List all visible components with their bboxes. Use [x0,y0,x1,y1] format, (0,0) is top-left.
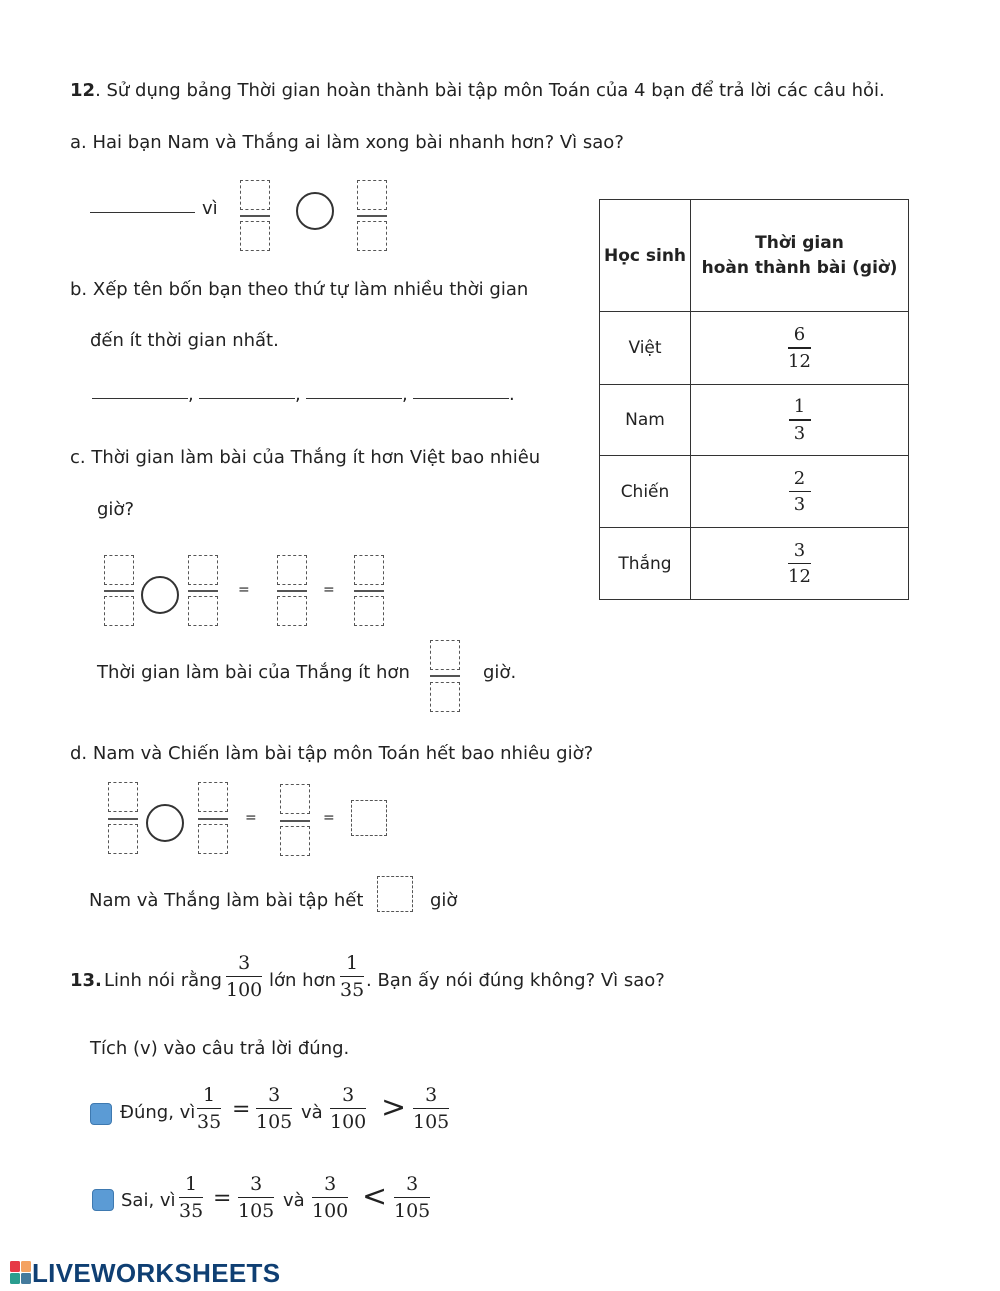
table-cell-time [691,456,909,528]
q12d-answer-box[interactable] [377,876,413,912]
fraction-denominator: 105 [413,1111,450,1134]
q12d-equals-2: = [323,810,335,826]
fraction-numerator: 3 [793,539,806,561]
q12b-comma-2: , [295,384,301,405]
fraction-denominator: 35 [179,1200,204,1223]
q12d-result-box[interactable] [351,800,387,836]
option-true-checkbox[interactable] [90,1103,112,1125]
option-true-frac4 [413,1084,449,1133]
option-true-equals: = [232,1097,251,1122]
fraction-bar [179,1197,203,1198]
option-false-frac3 [312,1173,348,1222]
fraction-bar [789,491,811,492]
option-false-frac4 [394,1173,430,1222]
q12d-answer-suffix: giờ [430,890,458,911]
q12d-frac2-num-box[interactable] [198,782,228,812]
table-header-row [600,200,909,312]
liveworksheets-logo [10,1258,280,1288]
q12b-question-line1: b. Xếp tên bốn bạn theo thứ tự làm nhiều thời gian [70,279,529,300]
completion-time-table [599,199,909,600]
q12b-blank-2[interactable] [199,398,295,399]
fraction-denominator: 100 [226,979,263,1002]
q12c-answer-suffix: giờ. [483,662,517,683]
fraction [789,468,811,515]
q13-text2: lớn hơn [269,970,336,991]
q12c-frac2-num-box[interactable] [188,555,218,585]
q12d-frac3-bar [280,820,310,822]
fraction-numerator: 3 [342,1084,355,1106]
q12c-operation-circle[interactable] [141,576,179,614]
fraction-numerator: 6 [793,324,806,346]
table-cell-time [691,385,909,456]
fraction-bar [312,1197,348,1198]
fraction-numerator: 3 [425,1084,438,1106]
option-false-frac1 [179,1173,203,1222]
q12a-frac2-den-box[interactable] [357,221,387,251]
option-true-frac3 [330,1084,366,1133]
q12c-equals-1: = [238,582,250,598]
q12c-frac1-num-box[interactable] [104,555,134,585]
q12c-answer-num-box[interactable] [430,640,460,670]
table-row [600,312,909,385]
q12d-frac1-num-box[interactable] [108,782,138,812]
fraction-denominator: 105 [394,1200,431,1223]
q13-frac1 [226,952,262,1001]
q12a-answer-blank[interactable] [90,212,195,213]
q12c-question-line1: c. Thời gian làm bài của Thắng ít hơn Việt bao nhiêu [70,447,541,468]
q12a-frac2-num-box[interactable] [357,180,387,210]
fraction-bar [789,419,811,420]
table-cell-name: Nam [600,385,691,456]
option-true-compare: > [381,1090,407,1125]
q12d-frac3-den-box[interactable] [280,826,310,856]
q12d-question: d. Nam và Chiến làm bài tập môn Toán hết bao nhiêu giờ? [70,743,594,764]
option-true-frac1 [197,1084,221,1133]
q12-number: 12 [70,80,96,101]
table-row [600,385,909,456]
fraction-numerator: 2 [793,467,806,489]
q12d-answer-prefix: Nam và Thắng làm bài tập hết [89,890,364,911]
option-false-and: và [283,1190,305,1211]
fraction-numerator: 1 [185,1173,198,1195]
table-cell-time [691,312,909,385]
fraction-numerator: 3 [268,1084,281,1106]
q12b-comma-1: , [188,384,194,405]
q12a-compare-circle[interactable] [296,192,334,230]
q12c-frac4-bar [354,590,384,592]
option-false-compare: < [362,1179,388,1214]
q12a-frac1-bar [240,215,270,217]
q12a-frac1-den-box[interactable] [240,221,270,251]
fraction [789,396,811,443]
q12b-blank-3[interactable] [306,398,402,399]
fraction [788,540,811,587]
fraction-denominator: 105 [256,1111,293,1134]
option-false-equals: = [213,1186,232,1211]
table-header-time-line2: hoàn thành bài (giờ) [701,257,898,278]
fraction-bar [238,1197,274,1198]
fraction-denominator: 100 [330,1111,367,1134]
q12c-answer-den-box[interactable] [430,682,460,712]
table-cell-name: Việt [600,312,691,385]
fraction-numerator: 3 [250,1173,263,1195]
fraction-numerator: 3 [324,1173,337,1195]
fraction-denominator: 3 [793,494,806,516]
q12c-answer-prefix: Thời gian làm bài của Thắng ít hơn [97,662,410,683]
fraction-denominator: 12 [788,566,811,588]
fraction-numerator: 1 [793,396,806,418]
q12-heading [70,80,885,101]
fraction-numerator: 3 [406,1173,419,1195]
q12c-question-line2: giờ? [97,499,134,520]
fraction-bar [788,347,811,348]
q12c-frac3-bar [277,590,307,592]
q12b-period: . [509,384,515,405]
q13-number: 13. [70,970,102,991]
table-header-time-line1: Thời gian [755,232,844,253]
liveworksheets-brand: LIVEWORKSHEETS [32,1257,281,1288]
fraction-numerator: 1 [203,1084,216,1106]
option-false-frac2 [238,1173,274,1222]
option-false-label: Sai, vì [121,1190,176,1211]
q12c-frac3-den-box[interactable] [277,596,307,626]
q12d-frac2-den-box[interactable] [198,824,228,854]
q12b-question-line2: đến ít thời gian nhất. [90,330,279,351]
option-false-checkbox[interactable] [92,1189,114,1211]
fraction-numerator: 1 [346,952,359,974]
option-true-frac2 [256,1084,292,1133]
q12c-frac2-bar [188,590,218,592]
q12d-operation-circle[interactable] [146,804,184,842]
q12b-blank-1[interactable] [92,398,188,399]
q12c-frac1-den-box[interactable] [104,596,134,626]
q12a-because: vì [202,198,218,219]
q12d-frac3-num-box[interactable] [280,784,310,814]
fraction-denominator: 35 [340,979,365,1002]
q12c-frac4-num-box[interactable] [354,555,384,585]
q12a-frac1-num-box[interactable] [240,180,270,210]
q12b-blank-4[interactable] [413,398,509,399]
q12d-frac2-bar [198,818,228,820]
fraction [788,324,811,371]
fraction-bar [394,1197,430,1198]
fraction-bar [413,1108,449,1109]
table-row [600,528,909,600]
q12-intro: . Sử dụng bảng Thời gian hoàn thành bài tập môn Toán của 4 bạn để trả lời các câu hỏi. [95,80,885,101]
fraction-bar [330,1108,366,1109]
fraction-numerator: 3 [238,952,251,974]
q12d-frac1-bar [108,818,138,820]
q13-instruction: Tích (v) vào câu trả lời đúng. [90,1038,350,1059]
q12c-frac1-bar [104,590,134,592]
option-true-label: Đúng, vì [120,1102,196,1123]
liveworksheets-logo-icon [10,1261,32,1285]
fraction-bar [226,976,262,977]
q12a-question: a. Hai bạn Nam và Thắng ai làm xong bài nhanh hơn? Vì sao? [70,132,624,153]
fraction-bar [256,1108,292,1109]
table-row [600,456,909,528]
q12c-answer-bar [430,675,460,677]
fraction-denominator: 105 [238,1200,275,1223]
q13-text1: Linh nói rằng [104,970,222,991]
option-true-and: và [301,1102,323,1123]
table-header-time [691,200,909,312]
q12c-frac2-den-box[interactable] [188,596,218,626]
fraction-denominator: 35 [197,1111,222,1134]
q13-frac2 [340,952,364,1001]
q12d-frac1-den-box[interactable] [108,824,138,854]
table-cell-name: Chiến [600,456,691,528]
fraction-bar [197,1108,221,1109]
fraction-denominator: 100 [312,1200,349,1223]
fraction-denominator: 3 [793,422,806,444]
q13-text3: . Bạn ấy nói đúng không? Vì sao? [366,970,665,991]
q12c-frac4-den-box[interactable] [354,596,384,626]
fraction-bar [788,563,811,564]
fraction-denominator: 12 [788,350,811,372]
q12b-comma-3: , [402,384,408,405]
q12a-frac2-bar [357,215,387,217]
q12c-frac3-num-box[interactable] [277,555,307,585]
q12c-equals-2: = [323,582,335,598]
fraction-bar [340,976,364,977]
table-cell-name: Thắng [600,528,691,600]
table-header-student: Học sinh [600,200,691,312]
q12d-equals-1: = [245,810,257,826]
table-cell-time [691,528,909,600]
